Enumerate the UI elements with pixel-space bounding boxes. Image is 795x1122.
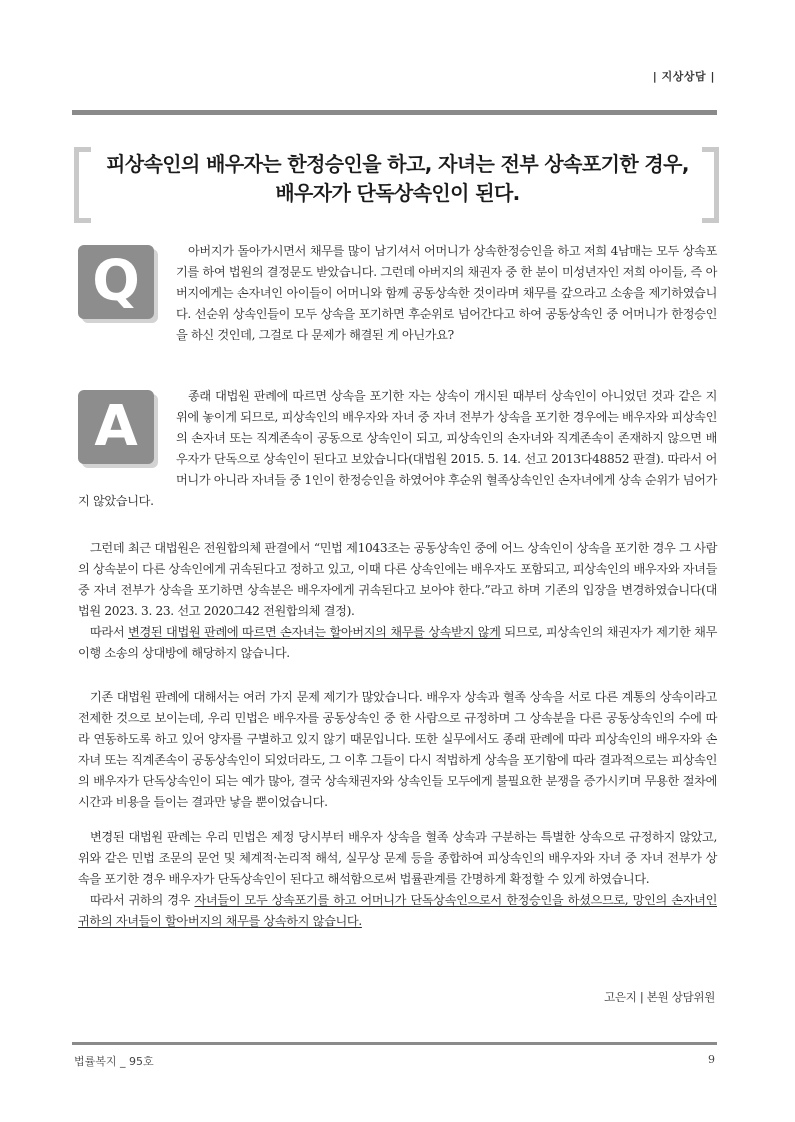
answer-p3-underline: 변경된 대법원 판례에 따르면 손자녀는 할아버지의 채무를 상속받지 않게	[128, 625, 501, 639]
answer-p2-text: 그런데 최근 대법원은 전원합의체 판결에서 “민법 제1043조는 공동상속인 중에 어느 상속인이 상속을 포기한 경우 그 사람의 상속분이 다른 상속인에게 귀속된다고 정하고 있고, 이때 다른 상속인에는 배우자도 포함되고, 피상속인의 배우자와 자녀들 중 자녀 전부가 상속을 포기하면 상속분은 배우자에게 귀속된다고 보아야 한다.”라고 하며 기존의 입장을 변경하였습니다(대법원 2023. 3. 23. 선고 2020그42 전원합의체 결정).	[78, 541, 717, 618]
answer-p3-pre: 따라서	[90, 625, 129, 639]
footer-publication: 법률복지 _ 95호	[74, 1055, 154, 1068]
section-tag: | 지상상담 |	[652, 70, 715, 83]
bottom-divider	[72, 1042, 717, 1045]
answer-p5-text: 변경된 대법원 판례는 우리 민법은 제정 당시부터 배우자 상속을 혈족 상속과 구분하는 특별한 상속으로 규정하지 않았고, 위와 같은 민법 조문의 문언 및 체계적·논리적 해석, 실무상 문제 등을 종합하여 피상속인의 배우자와 자녀 중 자녀 전부가 상속을 포기한 경우 배우자가 단독상속인이 된다고 해석함으로써 법률관계를 간명하게 확정할 수 있게 하였습니다.	[78, 830, 717, 886]
title-line-1: 피상속인의 배우자는 한정승인을 하고, 자녀는 전부 상속포기한 경우,	[106, 152, 689, 176]
question-text	[176, 241, 717, 346]
answer-p6-pre: 따라서 귀하의 경우	[90, 893, 195, 907]
page-number: 9	[708, 1053, 715, 1066]
title-bracket-left	[74, 147, 91, 223]
title-line-2: 배우자가 단독상속인이 된다.	[275, 181, 520, 205]
answer-paragraph-5	[78, 827, 717, 932]
author-credit: 고은지 | 본원 상담위원	[604, 990, 715, 1004]
answer-p6-underline: 자녀들이 모두 상속포기를 하고 어머니가 단독상속인으로서 한정승인을 하셨으므로, 망인의 손자녀인 귀하의 자녀들이 할아버지의 채무를 상속하지 않습니다.	[78, 893, 717, 928]
question-body: 아버지가 돌아가시면서 채무를 많이 남기셔서 어머니가 상속한정승인을 하고 저희 4남매는 모두 상속포기를 하여 법원의 결정문도 받았습니다. 그런데 아버지의 채권자 중 한 분이 미성년자인 저희 아이들, 즉 아버지에게는 손자녀인 아이들이 어머니와 함께 공동상속한 것이라며 채무를 갚으라고 소송을 제기하였습니다. 선순위 상속인들이 모두 상속을 포기하면 후순위로 넘어간다고 하여 공동상속인 중 어머니가 한정승인을 하신 것인데, 그걸로 다 문제가 해결된 게 아닌가요?	[176, 244, 717, 342]
answer-p3-post: 되므로, 피상속인의 채권자가 제기한 채무이행 소송의 상대방에 해당하지 않습니다.	[78, 625, 718, 660]
answer-p1-text: 종래 대법원 판례에 따르면 상속을 포기한 자는 상속이 개시된 때부터 상속인이 아니었던 것과 같은 지위에 놓이게 되므로, 피상속인의 배우자와 자녀 중 자녀 전부가 상속을 포기한 경우에는 배우자와 피상속인의 손자녀 또는 직계존속이 공동으로 상속인이 되고, 피상속인의 손자녀와 직계존속이 존재하지 않으면 배우자가 단독으로 상속인이 된다고 보았습니다(대법원 2015. 5. 14. 선고 2013다48852 판결). 따라서 어머니가 아니라 자녀들 중 1인이 한정승인을 하였어야 후순위 혈족상속인인 손자녀에게 상속 순위가 넘어가지 않았습니다.	[78, 389, 717, 508]
answer-paragraph-2	[78, 538, 717, 664]
answer-paragraph-1	[78, 386, 717, 512]
answer-badge-icon: A	[78, 390, 154, 464]
question-badge-icon: Q	[78, 245, 154, 319]
title-bracket-right	[702, 147, 719, 223]
answer-p4-text: 기존 대법원 판례에 대해서는 여러 가지 문제 제기가 많았습니다. 배우자 상속과 혈족 상속을 서로 다른 계통의 상속이라고 전제한 것으로 보이는데, 우리 민법은 배우자를 공동상속인 중 한 사람으로 규정하며 그 상속분을 다른 공동상속인의 수에 따라 연동하도록 하고 있어 양자를 구별하고 있지 않기 때문입니다. 또한 실무에서도 종래 판례에 따라 피상속인의 배우자와 손자녀 또는 직계존속이 공동상속인이 되었더라도, 그 이후 그들이 다시 적법하게 상속을 포기함에 따라 결과적으로는 피상속인의 배우자가 단독상속인이 되는 예가 많아, 결국 상속채권자와 상속인들 모두에게 불필요한 분쟁을 증가시키며 무용한 절차에 시간과 비용을 들이는 결과만 낳을 뿐이었습니다.	[78, 690, 717, 809]
answer-paragraph-4	[78, 687, 717, 813]
article-title	[100, 150, 695, 208]
top-divider	[72, 110, 717, 115]
